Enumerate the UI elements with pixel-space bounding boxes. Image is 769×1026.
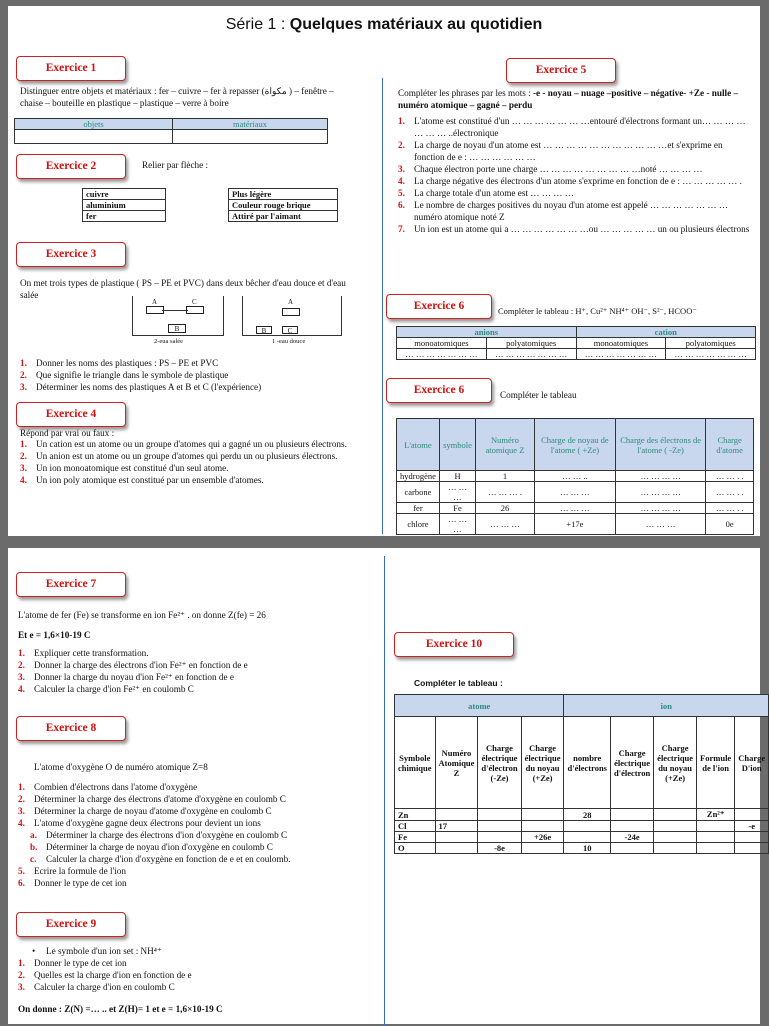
col-cation: cation — [576, 327, 756, 338]
table-row: hydrogène H 1 … … .. … … … … … … . . — [397, 471, 754, 482]
question: 3. Un ion monoatomique est constitué d'un seul atome. — [20, 462, 229, 473]
ex4-text: Répond par vrai ou faux : — [20, 428, 115, 438]
ex1-table — [14, 118, 328, 144]
ex5-questions — [398, 116, 750, 236]
question: 1. Donner le type de cet ion — [18, 958, 127, 968]
ex10-text: Compléter le tableau : — [414, 678, 503, 688]
question: 1. Combien d'électrons dans l'atome d'oxygène — [18, 782, 198, 792]
question: 3. Déterminer les noms des plastiques A et B et C (l'expérience) — [20, 381, 262, 392]
exercise-8-label: Exercice 8 — [16, 716, 126, 741]
ex5-intro: Compléter les phrases par les mots : -e - noyau – nuage –positive – négative- +Ze - nulle – numéro atomique – gagné – perdu — [398, 88, 739, 110]
page-title: Série 1 : Quelques matériaux au quotidien — [225, 16, 543, 33]
question: 1. Donner les noms des plastiques : PS – PE et PVC — [20, 358, 219, 368]
col-ion: ion — [564, 695, 769, 717]
question: 2. Donner la charge des électrons d'ion Fe²⁺ en fonction de e — [18, 659, 248, 670]
ex3-questions — [20, 358, 360, 394]
question: 2. Que signifie le triangle dans le symbole de plastique — [20, 369, 229, 380]
sub-question: a. Déterminer la charge des électrons d'ion d'oxygène en coulomb C — [30, 829, 288, 840]
question: 4. L'atome d'oxygène gagne deux électrons pour devient un ions — [18, 817, 261, 828]
table-row: fer Fe 26 … … … … … … … … … . . — [397, 503, 754, 514]
ex3-text: On met trois types de plastique ( PS – PE et PVC) dans deux bêcher d'eau douce et d'eau salée — [20, 278, 346, 300]
question: 3. Chaque électron porte une charge … … … … … … … … …noté … … … … — [398, 163, 703, 174]
ex8-text: L'atome d'oxygène O de numéro atomique Z=8 — [34, 762, 208, 772]
label-a: A — [288, 298, 294, 306]
exercise-6-label: Exercice 6 — [386, 294, 492, 319]
caption-fresh-water: 1 -eau douce — [272, 338, 306, 345]
ex2-left-table — [82, 188, 166, 222]
table-row: Cl 17 -e — [395, 821, 769, 832]
question: 6. Donner le type de cet ion — [18, 877, 127, 888]
col-anions: anions — [397, 327, 577, 338]
exercise-4-label: Exercice 4 — [16, 402, 126, 427]
label-b: B — [256, 326, 272, 334]
exercise-7-label: Exercice 7 — [16, 572, 126, 597]
ex2-right-item: Couleur rouge brique — [229, 200, 338, 211]
ex2-right-table — [228, 188, 338, 222]
ex2-right-item: Attiré par l'aimant — [229, 211, 338, 222]
ex2-left-item: cuivre — [83, 189, 166, 200]
caption-salt-water: 2-eua salée — [154, 338, 184, 345]
question: 5. Ecrire la formule de l'ion — [18, 865, 126, 876]
question: 2. Déterminer la charge des électrons d'atome d'oxygène en coulomb C — [18, 793, 286, 804]
question: 2. La charge de noyau d'un atome est … … … … … … … … … … …et s'exprime en fonction de e : … … … … … … — [398, 139, 723, 162]
label-b: B — [168, 324, 186, 333]
col-objets: objets — [15, 119, 173, 130]
col-materiaux: matériaux — [173, 119, 328, 130]
question: 3. Calculer la charge d'ion en coulomb C — [18, 981, 175, 992]
ex9-given: On donne : Z(N) =… .. et Z(H)= 1 et e = 1,6×10-19 C — [18, 1004, 223, 1014]
ex2-right-item: Plus légère — [229, 189, 338, 200]
question: 3. Déterminer la charge de noyau d'atome d'oxygène en coulomb C — [18, 805, 272, 816]
question: 4. Un ion poly atomique est constitué par un ensemble d'atomes. — [20, 474, 264, 485]
ex2-left-item: aluminium — [83, 200, 166, 211]
sub-question: c. Calculer la charge d'ion d'oxygène en fonction de e et en coulomb. — [30, 853, 291, 864]
ex6-ions-table: anions cation monoatomiques polyatomiques monoatomiques polyatomiques … … … … … … … … … … … … … … … … … … … … … … … … … … … … — [396, 326, 756, 360]
ex9-bullet: • Le symbole d'un ion set : NH⁴⁺ — [32, 946, 162, 956]
label-a: A — [152, 298, 158, 306]
table-row: carbone … … … … … … . … … … … … … … … … . . — [397, 482, 754, 503]
question: 1. Expliquer cette transformation. — [18, 648, 149, 658]
exercise-1-label: Exercice 1 — [16, 56, 126, 81]
ex7-data: Et e = 1,6×10-19 C — [18, 630, 91, 640]
label-c: C — [282, 326, 298, 334]
question: 6. Le nombre de charges positives du noyau d'un atome est appelé … … … … … … …numéro atomique noté Z — [398, 199, 729, 222]
question: 2. Un anion est un atome ou un groupe d'atomes qui perdu un ou plusieurs électrons. — [20, 450, 338, 461]
label-c: C — [192, 298, 197, 306]
col-atome: atome — [395, 695, 564, 717]
ex4-questions — [20, 439, 365, 487]
question: 1. Un cation est un atome ou un groupe d'atomes qui a gagné un ou plusieurs électrons. — [20, 439, 347, 449]
ex7-text: L'atome de fer (Fe) se transforme en ion Fe²⁺ . on donne Z(fe) = 26 — [18, 610, 266, 620]
ex6-text: Compléter le tableau : H⁺, Cu²⁺ NH⁴⁺ OH⁻, S²⁻, HCOO⁻ — [498, 306, 697, 316]
exercise-2-label: Exercice 2 — [16, 154, 126, 179]
ex1-text: Distinguer entre objets et matériaux : fer – cuivre – fer à repasser (مكواة ) – fenêtre – chaise – bouteille en plastique – plastique – verre à boire — [20, 86, 334, 108]
ex10-table: atome ion Symbole chimique Numéro Atomique Z Charge électrique d'électron (-Ze) Charge électrique du noyau (+Ze) nombre d'électrons Charge électrique d'électron Charge électrique du noyau (+Ze) Formule de l'ion Charge D'ion Zn 28 Zn²⁺ Cl 17 -e Fe +26e -24e O -8e 10 — [394, 694, 769, 854]
worksheet-page-1 — [8, 6, 760, 536]
ex2-left-item: fer — [83, 211, 166, 222]
ex8-questions — [18, 782, 378, 890]
table-row: O -8e 10 — [395, 843, 769, 854]
table-row: Zn 28 Zn²⁺ — [395, 809, 769, 821]
plastic-piece — [282, 308, 300, 316]
question: 1. L'atome est constitué d'un … … … … … … …entouré d'électrons formant un… … … … … … … ..électronique — [398, 116, 746, 138]
column-divider — [382, 78, 383, 534]
exercise-6b-label: Exercice 6 — [386, 378, 492, 403]
exercise-9-label: Exercice 9 — [16, 912, 126, 937]
question: 5. La charge totale d'un atome est … … … … — [398, 187, 574, 198]
ex6b-atoms-table: L'atome symbole Numéro atomique Z Charge de noyau de l'atome ( +Ze) Charge des électrons de l'atome ( -Ze) Charge d'atome hydrogène H 1 … … .. … … … … … … . . carbone … … … … … … . … … … … … … … … … . . fer Fe 26 … … … … … … … … … . . chlore … … … … … … +17e … … … 0e — [396, 418, 754, 535]
question: 4. La charge négative des électrons d'un atome s'exprime en fonction de e : … … … … … . — [398, 175, 742, 186]
plastic-piece — [186, 306, 204, 314]
question: 2. Quelles est la charge d'ion en fonction de e — [18, 969, 192, 980]
question: 3. Donner la charge du noyau d'ion Fe²⁺ en fonction de e — [18, 671, 234, 682]
ex2-text: Relier par flèche : — [142, 160, 209, 170]
sub-question: b. Déterminer la charge de noyau d'ion d'oxygène en coulomb C — [30, 841, 273, 852]
question: 4. Calculer la charge d'ion Fe²⁺ en coulomb C — [18, 683, 194, 694]
table-row: Fe +26e -24e — [395, 832, 769, 843]
exercise-3-label: Exercice 3 — [16, 242, 126, 267]
beakers-diagram — [132, 296, 344, 348]
table-row: chlore … … … … … … +17e … … … 0e — [397, 514, 754, 535]
ex7-questions — [18, 648, 378, 696]
exercise-5-label: Exercice 5 — [506, 58, 616, 83]
worksheet-page-2 — [8, 548, 766, 1024]
column-divider — [384, 556, 385, 1026]
exercise-10-label: Exercice 10 — [394, 632, 514, 657]
ex9-questions — [18, 958, 378, 994]
ex6b-text: Compléter le tableau — [500, 390, 577, 400]
question: 7. Un ion est un atome qui a … … … … … … …ou … … … … … un ou plusieurs électrons — [398, 223, 750, 234]
